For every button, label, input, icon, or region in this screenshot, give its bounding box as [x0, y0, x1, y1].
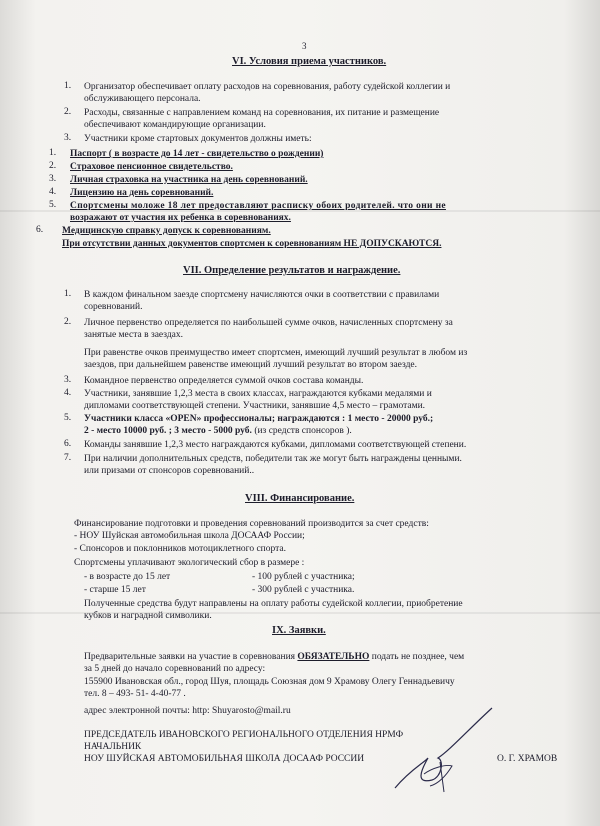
- fee-amount: - 300 рублей с участника.: [252, 585, 355, 595]
- list-number: 6.: [36, 225, 44, 235]
- s7-item-7: При наличии дополнительных средств, победители так же могут быть награждены ценными. или призами от спонсоров соревнований..: [84, 454, 462, 477]
- fee-age: - в возрасте до 15 лет: [84, 572, 171, 582]
- s6-note: При отсутствии данных документов спортсмен к соревнованиям НЕ ДОПУСКАЮТСЯ.: [62, 239, 442, 249]
- s8-lines: Финансирование подготовки и проведения соревнований производится за счет средств: - НОУ Шуйская автомобильная школа ДОСААФ России; - Спонсоров и поклонников мотоциклетного спорта.: [74, 519, 429, 554]
- list-number: 6.: [64, 439, 72, 449]
- doc-item: Страховое пенсионное свидетельство.: [70, 162, 233, 172]
- s7-item-1: В каждом финальном заезде спортсмену начисляются очки в соответствии с правилами соревнований.: [84, 290, 440, 313]
- s7-item-6: Команды занявшие 1,2,3 место награждаются кубками, дипломами соответствующей степени.: [84, 440, 467, 450]
- section-8-title: VIII. Финансирование.: [245, 493, 355, 504]
- list-number: 4.: [49, 187, 57, 197]
- doc-item: Медицинскую справку допуск к соревнованиям.: [62, 226, 271, 236]
- section-6-title: VI. Условия приема участников.: [232, 56, 387, 67]
- s7-item-3: Командное первенство определяется суммой очков состава команды.: [84, 376, 364, 386]
- list-number: 2.: [64, 107, 72, 117]
- s6-item-2: Расходы, связанные с направлением команд на соревнования, их питание и размещение обеспечивают командирующие организации.: [84, 108, 440, 131]
- section-7-title: VII. Определение результатов и награждение.: [183, 265, 401, 276]
- page-number: 3: [302, 41, 307, 51]
- s9-block: Предварительные заявки на участие в соревнования ОБЯЗАТЕЛЬНО подать не позднее, чем за 5 дней до начало соревнований по адресу: 155900 Ивановская обл., город Шуя, площадь Союзная дом 9 Храмову Олегу Геннадьевичу тел. 8 – 493- 51- 4-40-77 . адрес электронной почты: http: Shuyarosto@mail.ru: [84, 652, 465, 716]
- list-number: 2.: [64, 317, 72, 327]
- doc-item: возражают от участия их ребенка в соревнованиях.: [70, 213, 291, 223]
- doc-item: Спортсмены моложе 18 лет предоставляют расписку обоих родителей. что они не: [70, 201, 446, 211]
- doc-item: Паспорт ( в возрасте до 14 лет - свидетельство о рождении): [70, 149, 324, 159]
- s7-item-2: Личное первенство определяется по наибольшей сумме очков, начисленных спортсмену за занятые места в заездах. При равенстве очков преимущество имеет спортсмен, имеющий лучший результат в любом из заездов, при дальнейшем равенстве имеющий лучший результат во втором заезде.: [84, 318, 468, 371]
- s6-item-3: Участники кроме стартовых документов должны иметь:: [84, 134, 312, 144]
- s8-fee-intro: Спортсмены уплачивают экологический сбор в размере :: [74, 558, 305, 568]
- list-number: 1.: [64, 81, 72, 91]
- s7-item-5: Участники класса «OPEN» профессионалы; награждаются : 1 место - 20000 руб.; 2 - место 10000 руб. ; 3 место - 5000 руб. (из средств спонсоров ).: [84, 414, 434, 437]
- section-9-title: IX. Заявки.: [272, 625, 326, 636]
- signatory-name: О. Г. ХРАМОВ: [497, 754, 558, 764]
- s8-tail: Полученные средства будут направлены на оплату работы судейской коллегии, приобретение кубков и наградной символики.: [84, 599, 463, 622]
- list-number: 3.: [49, 174, 57, 184]
- list-number: 3.: [64, 133, 72, 143]
- fee-age: - старше 15 лет: [84, 585, 146, 595]
- list-number: 4.: [64, 388, 72, 398]
- doc-item: Лицензию на день соревнований.: [70, 188, 214, 198]
- signature-block: ПРЕДСЕДАТЕЛЬ ИВАНОВСКОГО РЕГИОНАЛЬНОГО ОТДЕЛЕНИЯ НРМФ НАЧАЛЬНИК НОУ ШУЙСКАЯ АВТОМОБИЛЬНАЯ ШКОЛА ДОСААФ РОССИИ: [84, 730, 404, 764]
- list-number: 3.: [64, 375, 72, 385]
- list-number: 1.: [64, 289, 72, 299]
- list-number: 1.: [49, 148, 57, 158]
- list-number: 7.: [64, 453, 72, 463]
- fee-amount: - 100 рублей с участника;: [252, 572, 355, 582]
- doc-item: Личная страховка на участника на день соревнований.: [70, 175, 308, 185]
- list-number: 5.: [64, 413, 72, 423]
- list-number: 5.: [49, 200, 57, 210]
- handwritten-signature: [380, 700, 510, 800]
- list-number: 2.: [49, 161, 57, 171]
- s6-item-1: Организатор обеспечивает оплату расходов на соревнования, работу судейской коллегии и обслуживающего персонала.: [84, 82, 451, 105]
- s7-item-4: Участники, занявшие 1,2,3 места в своих классах, награждаются кубками медалями и дипломами соответствующей степени. Участники, занявшие 4,5 место – грамотами.: [84, 389, 432, 412]
